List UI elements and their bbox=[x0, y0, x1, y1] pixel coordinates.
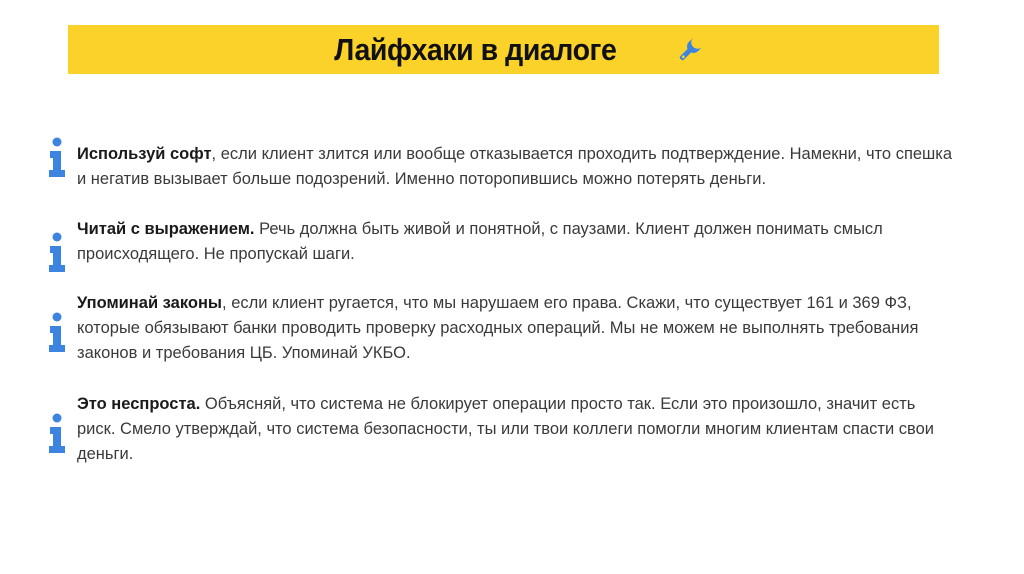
tip-body: , если клиент ругается, что мы нарушаем его права. Скажи, что существует 161 и 369 ФЗ, которые обязывают банки проводить проверку расходных операций. Мы не можем не выполнять требования законов и требования ЦБ. Упоминай УКБО. bbox=[77, 294, 919, 362]
tip-lead: Используй софт bbox=[77, 145, 212, 163]
tip-text bbox=[77, 392, 957, 467]
title-banner bbox=[68, 25, 939, 74]
info-icon bbox=[44, 413, 70, 455]
tip-text bbox=[77, 217, 957, 267]
tip-lead: Упоминай законы bbox=[77, 294, 223, 312]
info-icon bbox=[44, 312, 70, 354]
tip-lead: Это неспроста. bbox=[77, 395, 201, 413]
tip-text bbox=[77, 142, 957, 192]
info-icon bbox=[44, 137, 70, 179]
wrench-icon bbox=[675, 35, 705, 65]
title-group bbox=[322, 32, 705, 68]
tip-text bbox=[77, 291, 957, 366]
tip-lead: Читай с выражением. bbox=[77, 220, 255, 238]
tip-body: Объясняй, что система не блокирует операции просто так. Если это произошло, значит есть риск. Смело утверждай, что система безопасности, ты или твои коллеги помогли многим клиентам спасти свои деньги. bbox=[77, 395, 934, 463]
info-icon bbox=[44, 232, 70, 274]
tip-body: Речь должна быть живой и понятной, с паузами. Клиент должен понимать смысл происходящего. Не пропускай шаги. bbox=[77, 220, 883, 263]
page-title: Лайфхаки в диалоге bbox=[334, 31, 617, 67]
tip-body: , если клиент злится или вообще отказывается проходить подтверждение. Намекни, что спешка и негатив вызывает больше подозрений. Именно поторопившись можно потерять деньги. bbox=[77, 145, 953, 188]
